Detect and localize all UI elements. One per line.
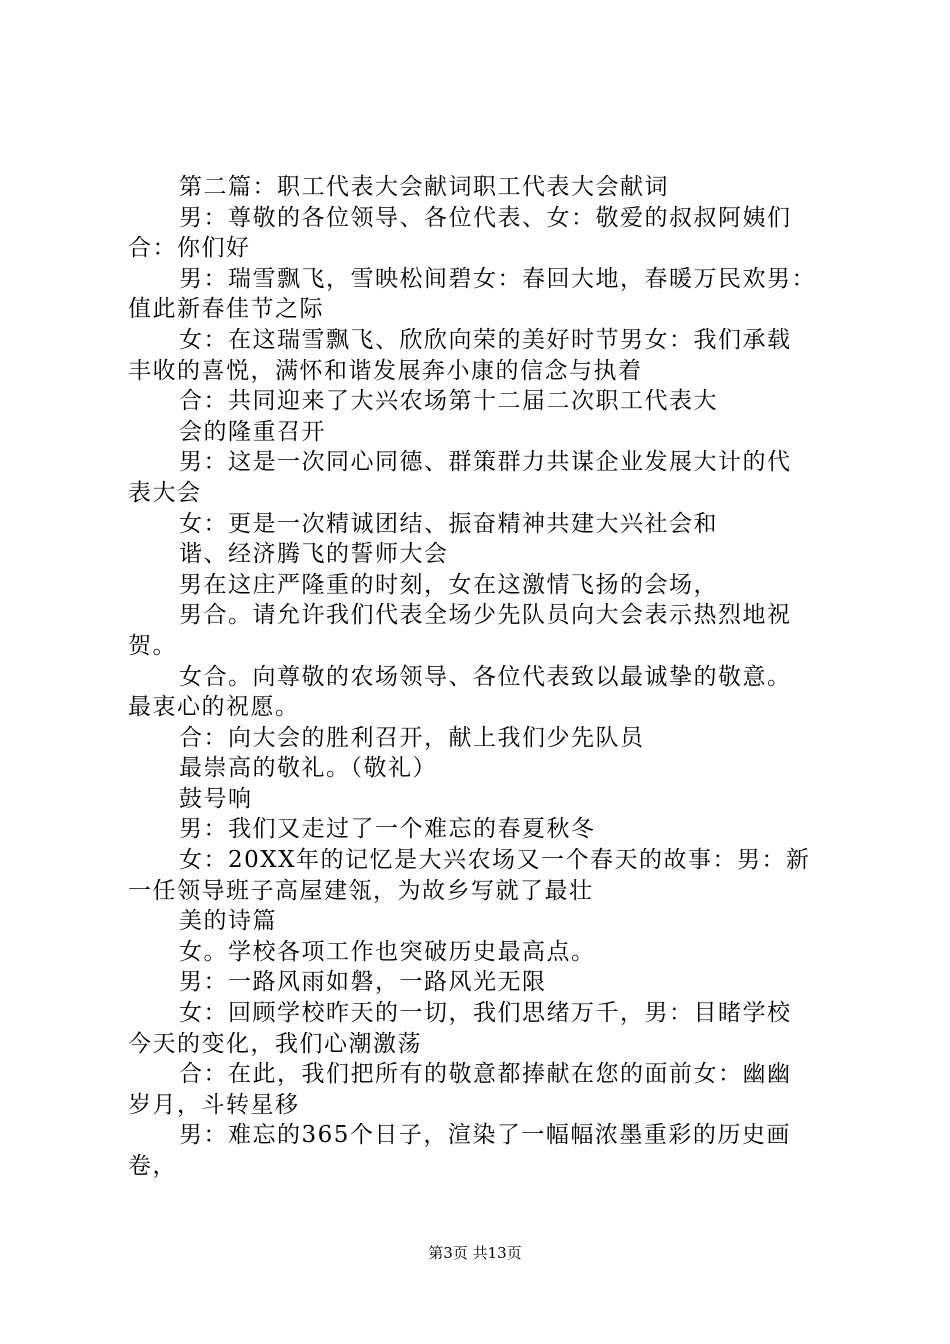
text-line: 男合。请允许我们代表全场少先队员向大会表示热烈地祝: [179, 602, 792, 629]
text-line: 女：20XX年的记忆是大兴农场又一个春天的故事：男：新: [179, 847, 811, 874]
text-line: 卷，: [128, 1153, 177, 1179]
page-footer: 第3页 共13页: [428, 1244, 522, 1262]
text-line: 丰收的喜悦，满怀和谐发展奔小康的信念与执着: [128, 357, 643, 384]
text-line: 男：一路风雨如磐，一路风光无限: [179, 969, 547, 996]
text-line: 会的隆重召开: [179, 418, 326, 445]
document-body: [128, 172, 838, 1182]
text-line: 第二篇：职工代表大会献词职工代表大会献词: [179, 174, 669, 200]
text-line: 合：你们好: [128, 235, 251, 262]
text-line: 美的诗篇: [179, 908, 277, 935]
text-line: 贺。: [128, 632, 177, 659]
text-line: 男：尊敬的各位领导、各位代表、女：敬爱的叔叔阿姨们: [179, 204, 792, 231]
text-line: 女合。向尊敬的农场领导、各位代表致以最诚挚的敬意。: [179, 663, 792, 690]
text-line: 鼓号响: [179, 785, 253, 812]
text-line: 最衷心的祝愿。: [128, 694, 300, 721]
text-line: 合：向大会的胜利召开，献上我们少先队员: [179, 724, 645, 751]
text-line: 女：在这瑞雪飘飞、欣欣向荣的美好时节男女：我们承载: [179, 326, 792, 353]
text-line: 值此新春佳节之际: [128, 296, 324, 323]
text-line: 女。学校各项工作也突破历史最高点。: [179, 938, 596, 965]
text-line: 今天的变化，我们心潮激荡: [128, 1030, 422, 1057]
text-line: 男在这庄严隆重的时刻，女在这激情飞扬的会场，: [179, 571, 718, 598]
text-line: 最崇高的敬礼。（敬礼）: [179, 755, 437, 782]
text-line: 表大会: [128, 479, 202, 506]
text-line: 女：更是一次精诚团结、振奋精神共建大兴社会和: [179, 510, 718, 537]
text-line: 合：在此，我们把所有的敬意都捧献在您的面前女：幽幽: [179, 1061, 792, 1088]
text-line: 一任领导班子高屋建瓴，为故乡写就了最壮: [128, 877, 594, 904]
text-line: 女：回顾学校昨天的一切，我们思绪万千，男：目睹学校: [179, 1000, 792, 1027]
text-line: 合：共同迎来了大兴农场第十二届二次职工代表大: [179, 388, 718, 415]
text-line: 男：我们又走过了一个难忘的春夏秋冬: [179, 816, 596, 843]
text-line: 男：瑞雪飘飞，雪映松间碧女：春回大地，春暖万民欢男：: [179, 265, 816, 292]
text-line: 谐、经济腾飞的誓师大会: [179, 541, 449, 568]
text-line: 岁月，斗转星移: [128, 1091, 300, 1118]
text-line: 男：这是一次同心同德、群策群力共谋企业发展大计的代: [179, 449, 792, 476]
text-line: 男：难忘的365个日子，渲染了一幅幅浓墨重彩的历史画: [179, 1122, 791, 1149]
